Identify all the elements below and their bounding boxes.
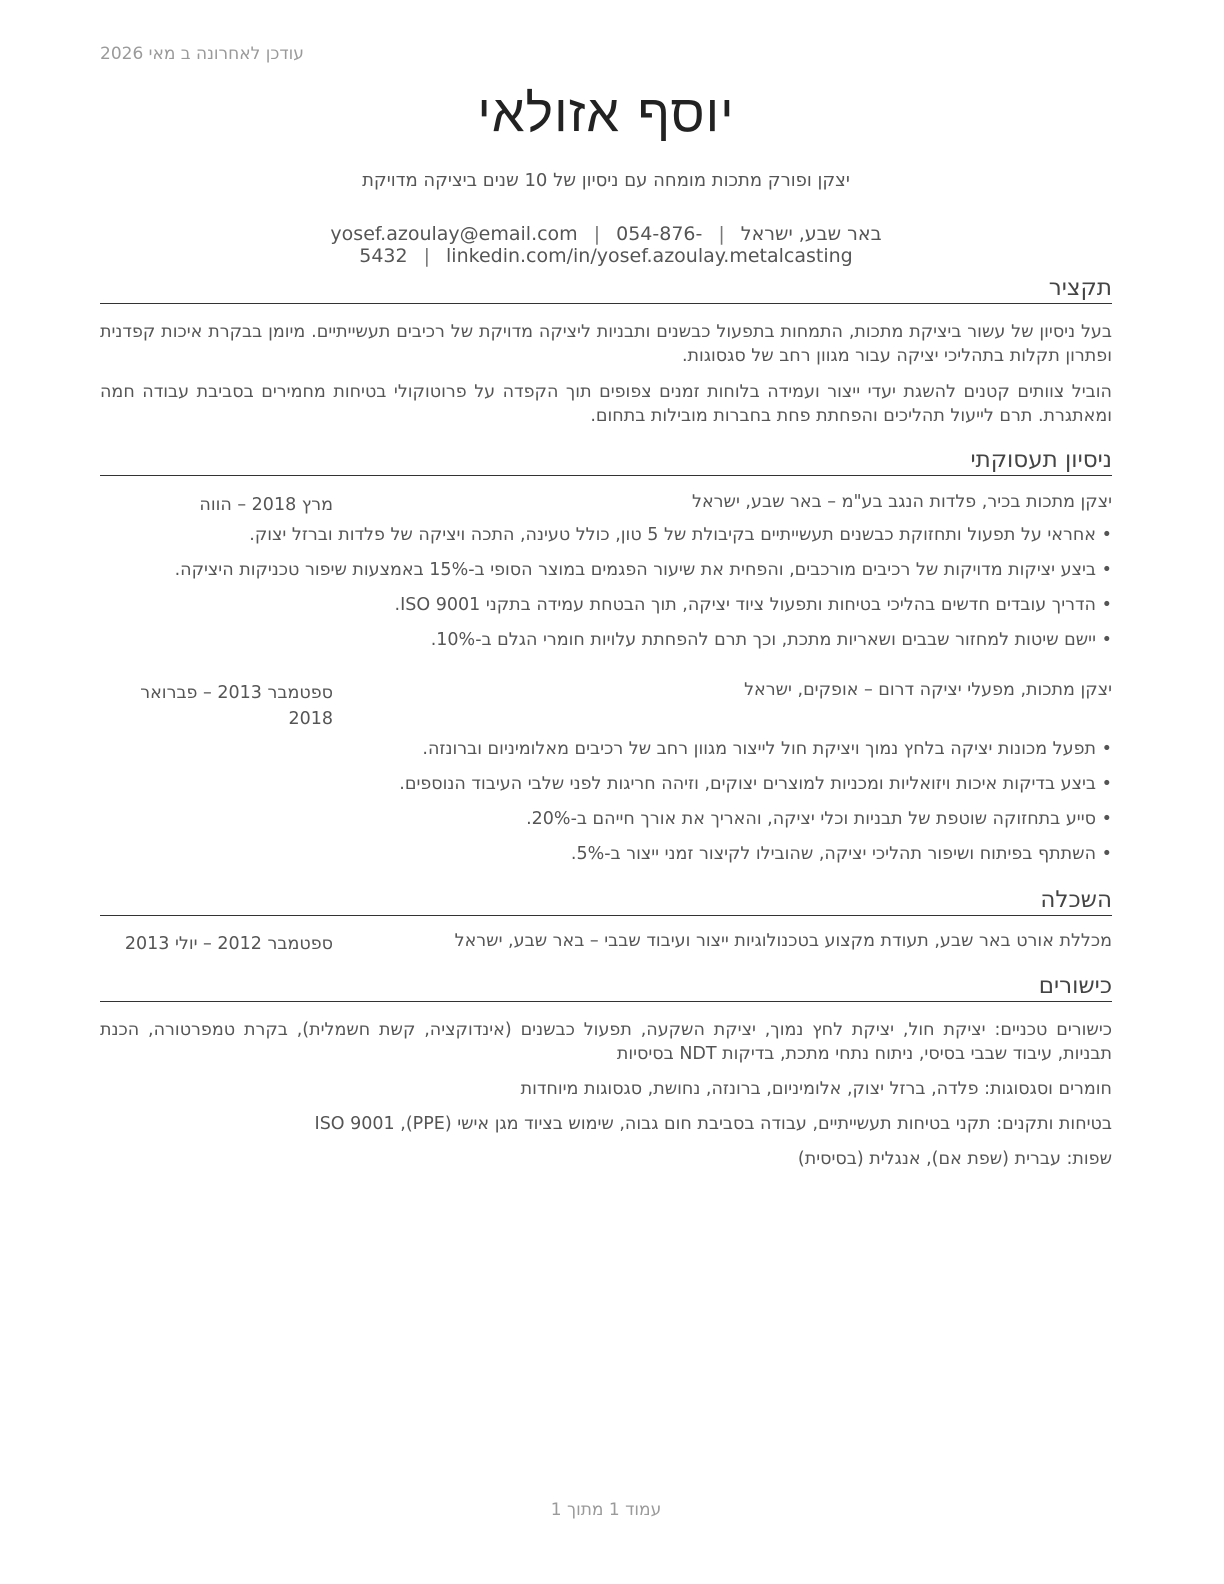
list-item: • סייע בתחזוקה שוטפת של תבניות וכלי יציקה, והאריך את אורך חייהם ב-20%. xyxy=(100,807,1112,842)
experience-heading: ניסיון תעסוקתי xyxy=(100,446,1112,476)
list-item: • ביצע יציקות מדויקות של רכיבים מורכבים, והפחית את שיעור הפגמים במוצר הסופי ב-15% באמצעות שיפור טכניקות היציקה. xyxy=(100,558,1112,593)
job-dates: מרץ 2018 – הווה xyxy=(199,495,333,515)
page-number: עמוד 1 מתוך 1 xyxy=(550,1500,662,1520)
job-title: יצקן מתכות בכיר, פלדות הנגב בע"מ – באר שבע, ישראל xyxy=(692,492,1112,512)
skill-line: שפות: עברית (שפת אם), אנגלית (בסיסית) xyxy=(797,1149,1112,1169)
skill-line: חומרים וסגסוגות: פלדה, ברזל יצוק, אלומיניום, ברונזה, נחושת, סגסוגות מיוחדות xyxy=(520,1079,1112,1099)
candidate-subtitle: יצקן ופורק מתכות מומחה עם ניסיון של 10 שנים ביציקה מדויקת xyxy=(362,170,850,191)
contact-email[interactable]: yosef.azoulay@email.com xyxy=(330,223,578,245)
contact-phone[interactable]: 054-876-5432 xyxy=(359,223,703,267)
skill-line: כישורים טכניים: יציקת חול, יציקת לחץ נמוך, יציקת השקעה, תפעול כבשנים (אינדוקציה, קשת חשמלית), בקרת טמפרטורה, הכנת תבניות, עיבוד שבבי בסיסי, ניתוח נתחי מתכת, בדיקות NDT בסיסיות xyxy=(100,1020,1112,1064)
job-bullets xyxy=(100,737,1112,877)
job-dates: ספטמבר 2013 – פברואר 2018 xyxy=(140,683,333,729)
last-updated: עודכן לאחרונה ב מאי 2026 xyxy=(100,44,304,64)
education-entry: מכללת אורט באר שבע, תעודת מקצוע בטכנולוגיות ייצור ועיבוד שבבי – באר שבע, ישראל xyxy=(454,931,1112,951)
summary-paragraph: בעל ניסיון של עשור ביציקת מתכות, התמחות בתפעול כבשנים ותבניות ליציקה מדויקת של רכיבים תעשייתיים. מיומן בבקרת איכות קפדנית ופתרון תקלות בתהליכי יציקה עבור מגוון רחב של סגסוגות. xyxy=(100,322,1112,366)
contact-linkedin[interactable]: linkedin.com/in/yosef.azoulay.metalcasting xyxy=(446,245,853,267)
summary-paragraph: הוביל צוותים קטנים להשגת יעדי ייצור ועמידה בלוחות זמנים צפופים תוך הקפדה על פרוטוקולי בטיחות מחמירים בסביבת עבודה חמה ומאתגרת. תרם לייעול תהליכים והפחתת פחת בחברות מובילות בתחום. xyxy=(100,382,1112,426)
resume-page xyxy=(100,0,1112,1584)
job-bullets xyxy=(100,523,1112,663)
list-item: • אחראי על תפעול ותחזוקת כבשנים תעשייתיים בקיבולת של 5 טון, כולל טעינה, התכה ויציקה של פלדות וברזל יצוק. xyxy=(100,523,1112,558)
candidate-name: יוסף אזולאי xyxy=(477,84,735,144)
list-item: • ביצע בדיקות איכות ויזואליות ומכניות למוצרים יצוקים, וזיהה חריגות לפני שלבי העיבוד הנוספים. xyxy=(100,772,1112,807)
skills-heading: כישורים xyxy=(100,972,1112,1002)
contact-location: באר שבע, ישראל xyxy=(740,223,882,245)
list-item: • הדריך עובדים חדשים בהליכי בטיחות ותפעול ציוד יציקה, תוך הבטחת עמידה בתקני ISO 9001. xyxy=(100,593,1112,628)
contact-line xyxy=(100,223,1112,267)
education-heading: השכלה xyxy=(100,886,1112,916)
list-item: • יישם שיטות למחזור שבבים ושאריות מתכת, וכך תרם להפחתת עלויות חומרי הגלם ב-10%. xyxy=(100,628,1112,663)
contact-separator: | xyxy=(593,223,601,245)
contact-separator: | xyxy=(423,245,431,267)
list-item: • תפעל מכונות יציקה בלחץ נמוך ויציקת חול לייצור מגוון רחב של רכיבים מאלומיניום וברונזה. xyxy=(100,737,1112,772)
education-dates: ספטמבר 2012 – יולי 2013 xyxy=(124,934,333,954)
job-title: יצקן מתכות, מפעלי יציקה דרום – אופקים, ישראל xyxy=(744,680,1112,700)
list-item: • השתתף בפיתוח ושיפור תהליכי יציקה, שהובילו לקיצור זמני ייצור ב-5%. xyxy=(100,842,1112,877)
summary-heading: תקציר xyxy=(100,274,1112,304)
contact-separator: | xyxy=(718,223,725,245)
skill-line: בטיחות ותקנים: תקני בטיחות תעשייתיים, עבודה בסביבת חום גבוה, שימוש בציוד מגן אישי (PPE), ISO 9001 xyxy=(314,1114,1112,1134)
